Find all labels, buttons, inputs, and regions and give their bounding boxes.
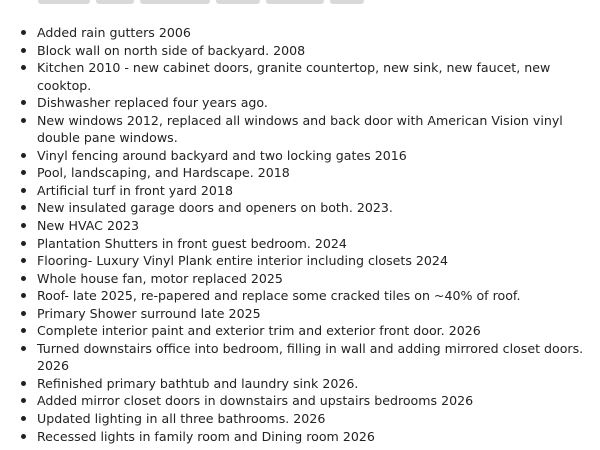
list-item-text: Added rain gutters 2006 — [37, 25, 191, 40]
bullet-icon — [21, 65, 26, 70]
list-item — [37, 375, 586, 393]
list-item-text: Refinished primary bathtub and laundry sink 2026. — [37, 375, 359, 391]
list-item — [37, 147, 586, 165]
bullet-icon — [21, 118, 26, 123]
list-item — [37, 217, 586, 235]
list-item — [37, 59, 586, 94]
list-item-text: Flooring- Luxury Vinyl Plank entire interior including closets 2024 — [37, 253, 448, 269]
list-item — [37, 322, 586, 340]
list-item-text: Pool, landscaping, and Hardscape. 2018 — [37, 165, 290, 181]
bullet-icon — [21, 241, 26, 246]
list-item — [37, 94, 586, 112]
list-item — [37, 287, 586, 305]
list-item-text: Turned downstairs office into bedroom, filling in wall and adding mirrored closet doors. 2026 — [37, 340, 584, 374]
list-item-text: Updated lighting in all three bathrooms. 2026 — [37, 411, 326, 427]
list-item-text: Recessed lights in family room and Dining room 2026 — [37, 428, 375, 444]
list-item-text: Dishwasher replaced four years ago. — [37, 95, 268, 111]
list-item — [37, 42, 586, 60]
list-item-text: Plantation Shutters in front guest bedroom. 2024 — [37, 235, 347, 251]
list-item-text: Whole house fan, motor replaced 2025 — [37, 270, 283, 286]
list-item — [37, 112, 586, 147]
list-item-text: Kitchen 2010 - new cabinet doors, granite countertop, new sink, new faucet, new cooktop. — [37, 60, 551, 93]
bullet-icon — [21, 416, 26, 421]
list-item-text: Artificial turf in front yard 2018 — [37, 182, 233, 198]
list-item — [37, 305, 586, 323]
bullet-icon — [21, 328, 26, 333]
bullet-icon — [21, 258, 26, 263]
home-updates-list — [0, 24, 600, 445]
list-item — [37, 182, 586, 200]
list-item-text: Block wall on north side of backyard. 2008 — [37, 42, 306, 58]
bullet-icon — [21, 170, 26, 175]
list-item-text: New windows 2012, replaced all windows and back door with American Vision vinyl double pane windows. — [37, 112, 563, 146]
bullet-icon — [21, 205, 26, 210]
bullet-icon — [21, 188, 26, 193]
bullet-icon — [21, 311, 26, 316]
list-item-text: Added mirror closet doors in downstairs and upstairs bedrooms 2026 — [37, 393, 474, 409]
list-item-text: New HVAC 2023 — [37, 218, 139, 234]
list-item — [37, 199, 586, 217]
bullet-icon — [21, 153, 26, 158]
list-item-text: Roof- late 2025, re-papered and replace some cracked tiles on ~40% of roof. — [37, 288, 521, 304]
bullet-icon — [21, 100, 26, 105]
list-item-text: Complete interior paint and exterior trim and exterior front door. 2026 — [37, 323, 481, 339]
cropped-previous-line — [0, 0, 600, 14]
bullet-icon — [21, 48, 26, 53]
bullet-icon — [21, 276, 26, 281]
bullet-icon — [21, 293, 26, 298]
list-item — [37, 340, 586, 375]
bullet-icon — [21, 398, 26, 403]
list-item — [37, 164, 586, 182]
bullet-icon — [21, 434, 26, 439]
bullet-icon — [21, 346, 26, 351]
bullet-icon — [21, 30, 26, 35]
list-item — [37, 410, 586, 428]
list-item — [37, 428, 586, 446]
list-item — [37, 270, 586, 288]
bullet-icon — [21, 381, 26, 386]
list-item — [37, 24, 586, 42]
list-item — [37, 252, 586, 270]
list-item-text: Vinyl fencing around backyard and two locking gates 2016 — [37, 147, 407, 163]
list-item — [37, 235, 586, 253]
list-item — [37, 392, 586, 410]
bullet-icon — [21, 223, 26, 228]
list-item-text: New insulated garage doors and openers on both. 2023. — [37, 200, 393, 216]
list-item-text: Primary Shower surround late 2025 — [37, 305, 261, 321]
